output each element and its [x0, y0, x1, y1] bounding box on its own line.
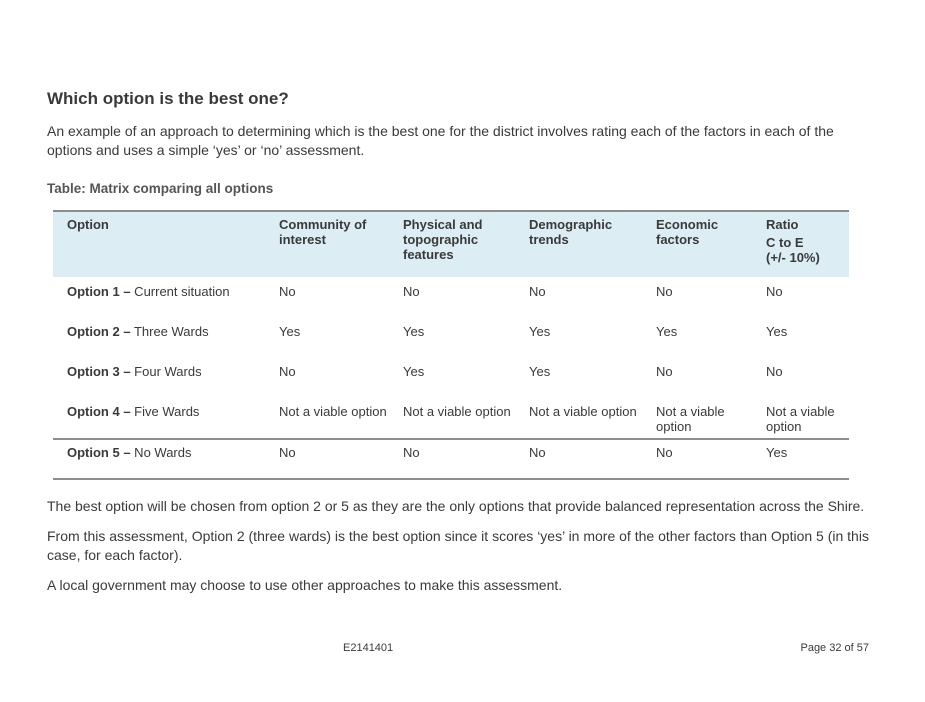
- physical-cell: Not a viable option: [403, 404, 511, 419]
- option-cell: [53, 357, 265, 397]
- header-ratio-sub1: C to E: [766, 235, 804, 250]
- option-cell: [53, 439, 265, 479]
- option-name: Four Wards: [130, 364, 202, 379]
- community-cell: No: [279, 364, 296, 379]
- economic-cell: No: [656, 364, 673, 379]
- header-ratio: [752, 211, 849, 277]
- demographic-cell: Yes: [529, 364, 551, 379]
- header-ratio-title: Ratio: [766, 217, 799, 232]
- conclusion-paragraph-1: The best option will be chosen from option 2 or 5 as they are the only options that provide balanced representation across the Shire.: [47, 498, 865, 514]
- table-row: [53, 439, 849, 479]
- ratio-cell: Not a viable option: [766, 404, 835, 434]
- document-reference: E2141401: [343, 642, 394, 654]
- option-name: Five Wards: [130, 404, 200, 419]
- page-heading: Which option is the best one?: [47, 89, 289, 108]
- ratio-cell: No: [766, 364, 783, 379]
- physical-cell: No: [403, 284, 420, 299]
- table-row: [53, 317, 849, 357]
- ratio-cell: No: [766, 284, 783, 299]
- option-number: Option 3 –: [67, 364, 131, 379]
- community-cell: No: [279, 284, 296, 299]
- page-number: Page 32 of 57: [800, 642, 869, 654]
- header-community: Community of interest: [279, 217, 367, 247]
- option-name: No Wards: [130, 445, 192, 460]
- option-name: Three Wards: [130, 324, 209, 339]
- conclusion-paragraph-3: A local government may choose to use other approaches to make this assessment.: [47, 577, 563, 593]
- header-physical: Physical and topographic features: [403, 217, 483, 262]
- option-number: Option 5 –: [67, 445, 131, 460]
- header-demographic: Demographic trends: [529, 217, 613, 247]
- economic-cell: No: [656, 284, 673, 299]
- community-cell: No: [279, 445, 296, 460]
- demographic-cell: No: [529, 445, 546, 460]
- economic-cell: No: [656, 445, 673, 460]
- table-row: [53, 397, 849, 439]
- header-ratio-sub2: (+/- 10%): [766, 250, 820, 265]
- physical-cell: Yes: [403, 364, 425, 379]
- community-cell: Yes: [279, 324, 301, 339]
- option-number: Option 2 –: [67, 324, 131, 339]
- options-matrix-table: [53, 210, 849, 480]
- header-option: Option: [67, 217, 109, 232]
- demographic-cell: Yes: [529, 324, 551, 339]
- ratio-cell: Yes: [766, 324, 788, 339]
- option-cell: [53, 397, 265, 439]
- intro-paragraph: An example of an approach to determining which is the best one for the district involves rating each of the factors in each of the options and uses a simple ‘yes’ or ‘no’ assessment.: [47, 123, 834, 158]
- option-number: Option 1 –: [67, 284, 131, 299]
- table-row: [53, 357, 849, 397]
- conclusion-paragraph-2: From this assessment, Option 2 (three wards) is the best option since it scores ‘yes’ in more of the other factors than Option 5 (in this case, for each factor).: [47, 528, 869, 563]
- physical-cell: No: [403, 445, 420, 460]
- table-caption: Table: Matrix comparing all options: [47, 181, 274, 196]
- demographic-cell: Not a viable option: [529, 404, 637, 419]
- option-name: Current situation: [130, 284, 230, 299]
- community-cell: Not a viable option: [279, 404, 387, 419]
- table-row: [53, 277, 849, 317]
- ratio-cell: Yes: [766, 445, 788, 460]
- option-number: Option 4 –: [67, 404, 131, 419]
- economic-cell: Not a viable option: [656, 404, 725, 434]
- header-ratio-subtitle: [766, 235, 849, 265]
- option-cell: [53, 277, 265, 317]
- header-economic: Economic factors: [656, 217, 719, 247]
- physical-cell: Yes: [403, 324, 425, 339]
- option-cell: [53, 317, 265, 357]
- table-header-row: [53, 211, 849, 277]
- economic-cell: Yes: [656, 324, 678, 339]
- demographic-cell: No: [529, 284, 546, 299]
